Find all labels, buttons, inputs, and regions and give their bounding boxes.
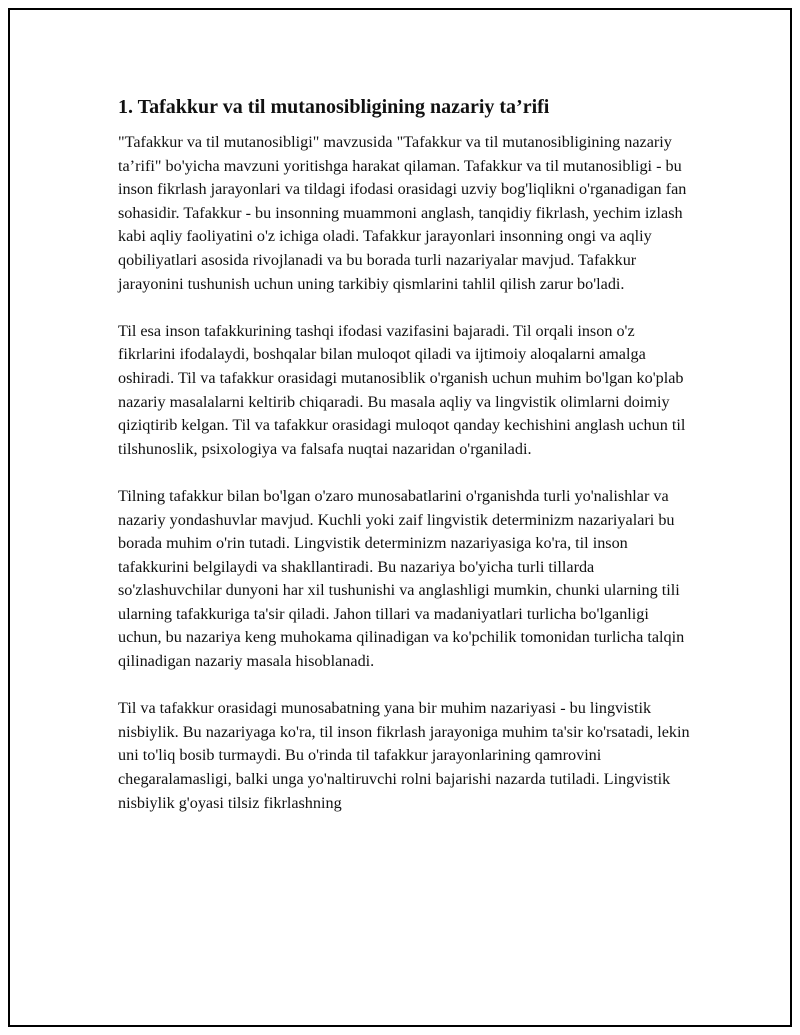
- paragraph-4: Til va tafakkur orasidagi munosabatning yana bir muhim nazariyasi - bu lingvistik nisbiylik. Bu nazariyaga ko'ra, til inson fikrlash jarayoniga muhim ta'sir ko'rsatadi, lekin uni to'liq bosib turmaydi. Bu o'rinda til tafakkur jarayonlarining qamrovini chegaralamasligi, balki unga yo'naltiruvchi rolni bajarishi nazarda tutiladi. Lingvistik nisbiylik g'oyasi tilsiz fikrlashning: [118, 699, 690, 812]
- section-heading: 1. Tafakkur va til mutanosibligining nazariy ta’rifi: [118, 96, 550, 118]
- paragraph-3: Tilning tafakkur bilan bo'lgan o'zaro munosabatlarini o'rganishda turli yo'nalishlar va nazariy yondashuvlar mavjud. Kuchli yoki zaif lingvistik determinizm nazariyalari bu borada muhim o'rin tutadi. Lingvistik determinizm nazariyasiga ko'ra, til inson tafakkurini belgilaydi va shakllantiradi. Bu nazariya bo'yicha turli tillarda so'zlashuvchilar dunyoni har xil tushunishi va anglashligi mumkin, chunki ularning tili ularning tafakkuriga ta'sir qiladi. Jahon tillari va madaniyatlari turlicha bo'lganligi uchun, bu nazariya keng muhokama qilinadigan va ko'pchilik tomonidan turlicha talqin qilinadigan nazariy masala hisoblanadi.: [118, 486, 685, 671]
- paragraph-2: Til esa inson tafakkurining tashqi ifodasi vazifasini bajaradi. Til orqali inson o'z fikrlarini ifodalaydi, boshqalar bilan muloqot qiladi va ijtimoiy aloqalarni amalga oshiradi. Til va tafakkur orasidagi mutanosiblik o'rganish uchun muhim bo'lgan ko'plab nazariy masalalarni keltirib chiqaradi. Bu masala aqliy va lingvistik olimlarni doimiy qiziqtirib kelgan. Til va tafakkur orasidagi muloqot qanday kechishini anglash uchun til tilshunoslik, psixologiya va falsafa nuqtai nazaridan o'rganiladi.: [118, 321, 686, 458]
- document-body: [118, 93, 690, 839]
- paragraph-1: "Tafakkur va til mutanosibligi" mavzusida "Tafakkur va til mutanosibligining nazariy ta’rifi" bo'yicha mavzuni yoritishga harakat qilaman. Tafakkur va til mutanosibligi - bu inson fikrlash jarayonlari va tildagi ifodasi orasidagi uzviy bog'liqlikni o'rganadigan fan sohasidir. Tafakkur - bu insonning muammoni anglash, tanqidiy fikrlash, yechim izlash kabi aqliy faoliyatini o'z ichiga oladi. Tafakkur jarayonlari insonning ongi va aqliy qobiliyatlari asosida rivojlanadi va bu borada turli nazariyalar mavjud. Tafakkur jarayonini tushunish uchun uning tarkibiy qismlarini tahlil qilish zarur bo'ladi.: [118, 133, 687, 293]
